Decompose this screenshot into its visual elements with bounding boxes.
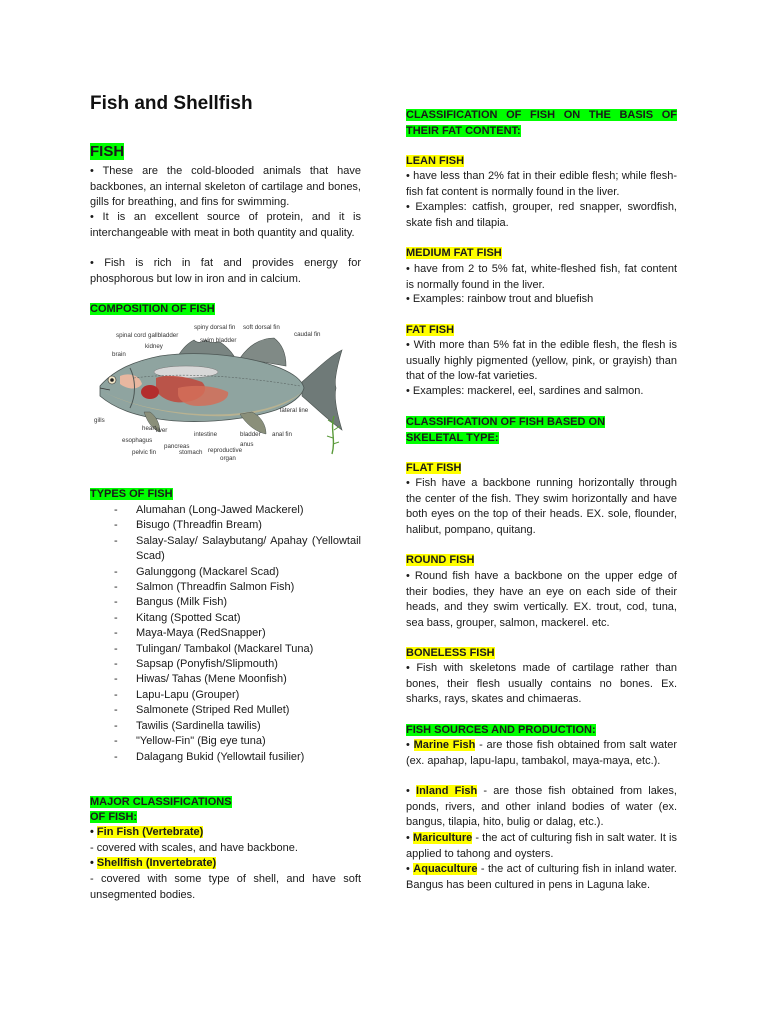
list-item: - Tulingan/ Tambakol (Mackarel Tuna) [114,642,314,655]
medium-fat-examples: • Examples: rainbow trout and bluefish [406,293,594,305]
fish-bullet-2: • It is an excellent source of protein, and it is interchangeable with meat in both quantity and quality. [90,211,361,239]
fish-bullet-3: • Fish is rich in fat and provides energy for phosphorous but low in iron and in calcium. [90,257,361,285]
label-spinal-cord: spinal cord [116,332,146,339]
label-swim-bladder: swim bladder [200,337,237,344]
list-item: - Salay-Salay/ Salaybutang/ Apahay (Yellowtail Scad) [114,534,361,563]
fish-heading: FISH [90,143,125,160]
label-gallbladder: gallbladder [148,332,179,339]
label-anus: anus [240,441,254,448]
marine-fish-item: • Marine Fish - are those fish obtained from salt water (ex. apahap, lapu-lapu, tambakol, maya-maya, etc.). [406,739,677,767]
flat-fish-text: • Fish have a backbone running horizontally through the center of the fish. They swim horizontally and have both eyes on the top of their heads. EX. sole, flounder, halibut, pompano, quitang. [406,477,677,536]
list-item: - Dalagang Bukid (Yellowtail fusilier) [114,750,305,763]
list-item: - Alumahan (Long-Jawed Mackerel) [114,504,304,516]
shellfish-label: • Shellfish (Invertebrate) [90,857,217,869]
mariculture-label: Mariculture [412,832,473,844]
skeletal-heading-line2: SKELETAL TYPE: [406,432,499,444]
label-anal-fin: anal fin [272,431,292,438]
fat-fish-heading: FAT FISH [406,324,455,336]
fat-fish-text: • With more than 5% fat in the edible flesh, the flesh is usually highly pigmented (yellow, pink, or grayish) than that of the low-fat varieties. [406,339,677,383]
lean-fish-examples: • Examples: catfish, grouper, red snapper, swordfish, skate fish and tilapia. [406,201,677,229]
fish-anatomy-diagram [90,320,348,462]
fin-fish-label: • Fin Fish (Vertebrate) [90,826,204,838]
list-item: - Sapsap (Ponyfish/Slipmouth) [114,658,278,671]
fin-fish-desc: - covered with scales, and have backbone. [90,842,298,854]
skeletal-heading-line1: CLASSIFICATION OF FISH BASED ON [406,416,606,428]
round-fish-heading: ROUND FISH [406,554,475,566]
label-liver: liver [156,427,168,434]
major-heading-line1: MAJOR CLASSIFICATIONS [90,796,232,808]
sources-heading: FISH SOURCES AND PRODUCTION: [406,724,596,736]
list-item: - Maya-Maya (RedSnapper) [114,627,266,640]
page-title: Fish and Shellfish [90,93,253,114]
medium-fat-heading: MEDIUM FAT FISH [406,247,502,259]
medium-fat-text: • have from 2 to 5% fat, white-fleshed fish, fat content is normally found in the liver. [406,263,677,291]
label-bladder: bladder [240,431,261,438]
label-heart: heart [142,425,157,432]
label-caudal: caudal fin [294,331,321,338]
list-item: - Salmon (Threadfin Salmon Fish) [114,581,295,594]
label-spiny-dorsal: spiny dorsal fin [194,324,236,331]
label-pelvic-fin: pelvic fin [132,449,157,456]
label-stomach: stomach [179,449,203,456]
label-intestine: intestine [194,431,218,438]
label-reproductive: reproductive [208,447,243,454]
label-soft-dorsal: soft dorsal fin [243,324,280,331]
boneless-fish-text: • Fish with skeletons made of cartilage rather than bones, their flesh usually contains no bones. Ex. sharks, rays, skates and chimaeras. [406,662,677,706]
list-item: - "Yellow-Fin" (Big eye tuna) [114,735,266,748]
label-pancreas: pancreas [164,443,190,450]
round-fish-text: • Round fish have a backbone on the upper edge of their bodies, they have an eye on each side of their heads, and they swim vertically. EX. trout, cod, tuna, sea bass, grouper, salmon, mackerel. etc. [406,570,677,629]
boneless-fish-heading: BONELESS FISH [406,647,495,659]
list-item: - Kitang (Spotted Scat) [114,611,241,624]
fat-class-heading: CLASSIFICATION OF FISH ON THE BASIS OF THEIR FAT CONTENT: [406,109,677,137]
inland-fish-label: Inland Fish [416,785,478,797]
fat-fish-examples: • Examples: mackerel, eel, sardines and salmon. [406,385,644,397]
label-esophagus: esophagus [122,437,153,444]
label-organ: organ [220,455,236,462]
list-item: - Lapu-Lapu (Grouper) [114,688,240,701]
types-heading: TYPES OF FISH [90,488,173,500]
list-item: - Salmonete (Striped Red Mullet) [114,704,290,717]
aquaculture-item: • Aquaculture - the act of culturing fish in inland water. Bangus has been cultured in pens in Laguna lake. [406,863,677,891]
list-item: - Hiwas/ Tahas (Mene Moonfish) [114,673,287,686]
label-kidney: kidney [145,343,163,350]
lean-fish-text: • have less than 2% fat in their edible flesh; while flesh-fish fat content is normally found in the liver. [406,170,677,198]
lean-fish-heading: LEAN FISH [406,155,465,167]
label-brain: brain [112,351,126,358]
list-item: - Bisugo (Threadfin Bream) [114,519,262,532]
label-lateral-line: lateral line [280,407,309,414]
fish-bullet-1: • These are the cold-blooded animals that have backbones, an internal skeleton of cartilage and bones, gills for breathing, and fins for swimming. [90,165,361,209]
fish-types-list [90,503,361,765]
flat-fish-heading: FLAT FISH [406,462,462,474]
shellfish-desc: - covered with some type of shell, and have soft unsegmented bodies. [90,873,361,901]
mariculture-item: • Mariculture - the act of culturing fish in salt water. It is applied to tahong and oysters. [406,832,677,860]
label-gills: gills [94,417,105,424]
major-heading-line2: OF FISH: [90,811,138,823]
aquaculture-label: Aquaculture [413,863,478,875]
list-item: - Galunggong (Mackarel Scad) [114,565,280,578]
marine-fish-label: Marine Fish [413,739,476,751]
inland-fish-item: • Inland Fish - are those fish obtained from lakes, ponds, rivers, and other inland bodies of water (ex. bangus, tilapia, hito, bulig or dalag, etc.). [406,785,677,829]
composition-heading: COMPOSITION OF FISH [90,303,215,315]
list-item: - Bangus (Milk Fish) [114,596,228,609]
list-item: - Tawilis (Sardinella tawilis) [114,719,261,732]
